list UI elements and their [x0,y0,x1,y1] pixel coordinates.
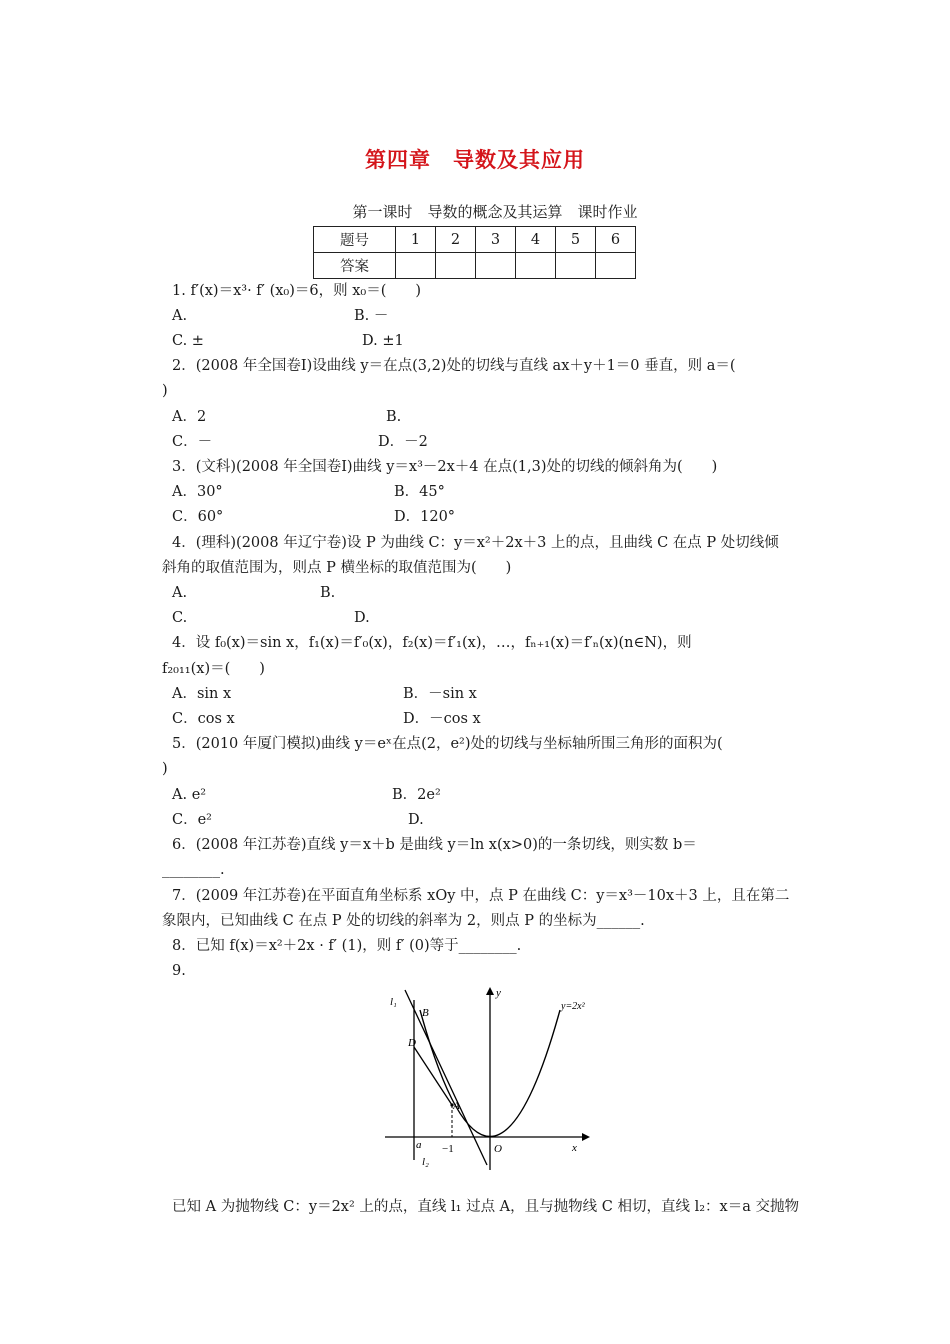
answer-table [313,226,636,279]
q3-option-d: D．120° [394,509,456,525]
q1-option-b: B. － [354,308,389,324]
chapter-title: 第四章 导数及其应用 [365,148,585,172]
q4-stem-cont: 斜角的取值范围为，则点 P 横坐标的取值范围为( ) [162,560,512,576]
x-axis-arrow [582,1133,590,1141]
question-number: 1 [396,227,436,253]
q2-stem: 2．(2008 年全国卷Ⅰ)设曲线 y＝在点(3,2)处的切线与直线 ax＋y＋1＝0 垂直，则 a＝( [172,358,736,374]
q2-option-d: D．－2 [378,434,428,450]
q4b-option-a: A．sin x [172,686,232,702]
q4b-stem: 4．设 f₀(x)＝sin x，f₁(x)＝f′₀(x)，f₂(x)＝f′₁(x)，…，fₙ₊₁(x)＝f′ₙ(x)(n∈N)，则 [172,635,692,651]
curve-label: y=2x² [561,1001,585,1012]
q4b-stem-cont: f₂₀₁₁(x)＝( ) [162,661,265,677]
point-a-label: A [453,1100,460,1112]
q4-option-b: B. [320,585,336,601]
q7-stem-cont: 象限内，已知曲线 C 在点 P 处的切线的斜率为 2，则点 P 的坐标为______. [162,913,645,929]
question-number: 2 [436,227,476,253]
q5-option-c: C．e² [172,812,212,828]
lesson-subtitle: 第一课时 导数的概念及其运算 课时作业 [352,203,638,221]
q5-stem-cont: ) [162,761,168,777]
l2-label: l₂ [422,1156,429,1168]
q2-stem-cont: ) [162,383,168,399]
answer-cell[interactable] [476,253,516,279]
q4-stem: 4．(理科)(2008 年辽宁卷)设 P 为曲线 C：y＝x²＋2x＋3 上的点，且曲线 C 在点 P 处切线倾 [172,535,779,551]
question-number: 4 [516,227,556,253]
q9-stem: 已知 A 为抛物线 C：y＝2x² 上的点，直线 l₁ 过点 A，且与抛物线 C 相切，直线 l₂：x＝a 交抛物 [172,1199,799,1215]
q1-option-c: C. ± [172,333,204,349]
y-axis-arrow [486,987,494,995]
q3-stem: 3．(文科)(2008 年全国卷Ⅰ)曲线 y＝x³－2x＋4 在点(1,3)处的切线的倾斜角为( ) [172,459,718,475]
q6-stem: 6．(2008 年江苏卷)直线 y＝x＋b 是曲线 y＝ln x(x>0)的一条切线，则实数 b＝ [172,837,697,853]
question-number: 6 [596,227,636,253]
q4b-option-c: C．cos x [172,711,235,727]
a-label: a [416,1139,422,1151]
point-d-label: D [408,1037,416,1049]
q9-number: 9. [172,963,186,979]
q7-stem: 7．(2009 年江苏卷)在平面直角坐标系 xOy 中，点 P 在曲线 C：y＝x³－10x＋3 上，且在第二 [172,888,790,904]
q1-option-d: D. ±1 [362,333,404,349]
q6-blank: ________. [162,862,225,878]
q4b-option-d: D．－cos x [403,711,481,727]
q1-option-a: A. [172,308,188,324]
q5-stem: 5．(2010 年厦门模拟)曲线 y＝eˣ在点(2，e²)处的切线与坐标轴所围三角形的面积为( [172,736,723,752]
answer-cell[interactable] [556,253,596,279]
neg-one-label: −1 [442,1143,454,1155]
y-axis-label: y [496,987,501,999]
q2-option-c: C．－ [172,434,213,450]
q4b-option-b: B．－sin x [403,686,477,702]
q3-option-b: B．45° [394,484,445,500]
q4-option-d: D. [354,610,370,626]
q5-option-a: A. e² [172,787,207,803]
point-b-label: B [422,1007,429,1019]
q2-option-b: B. [386,409,402,425]
q5-option-b: B．2e² [392,787,441,803]
table-answer-label: 答案 [314,253,396,279]
q4-option-c: C. [172,610,188,626]
parabola-figure [382,985,612,1170]
q2-option-a: A．2 [172,409,207,425]
l1-label: l₁ [390,996,397,1008]
answer-cell[interactable] [516,253,556,279]
question-number: 5 [556,227,596,253]
answer-cell[interactable] [396,253,436,279]
q3-option-c: C．60° [172,509,224,525]
q8-stem: 8．已知 f(x)＝x²＋2x · f′ (1)，则 f′ (0)等于________. [172,938,522,954]
q5-option-d: D. [408,812,424,828]
origin-label: O [494,1143,502,1155]
table-header-label: 题号 [314,227,396,253]
x-axis-label: x [572,1142,577,1154]
q1-stem: 1. f′(x)＝x³· f′ (x₀)＝6，则 x₀＝( ) [172,283,422,299]
q4-option-a: A. [172,585,188,601]
segment-da [414,1047,452,1105]
answer-cell[interactable] [596,253,636,279]
q3-option-a: A．30° [172,484,223,500]
question-number: 3 [476,227,516,253]
answer-cell[interactable] [436,253,476,279]
